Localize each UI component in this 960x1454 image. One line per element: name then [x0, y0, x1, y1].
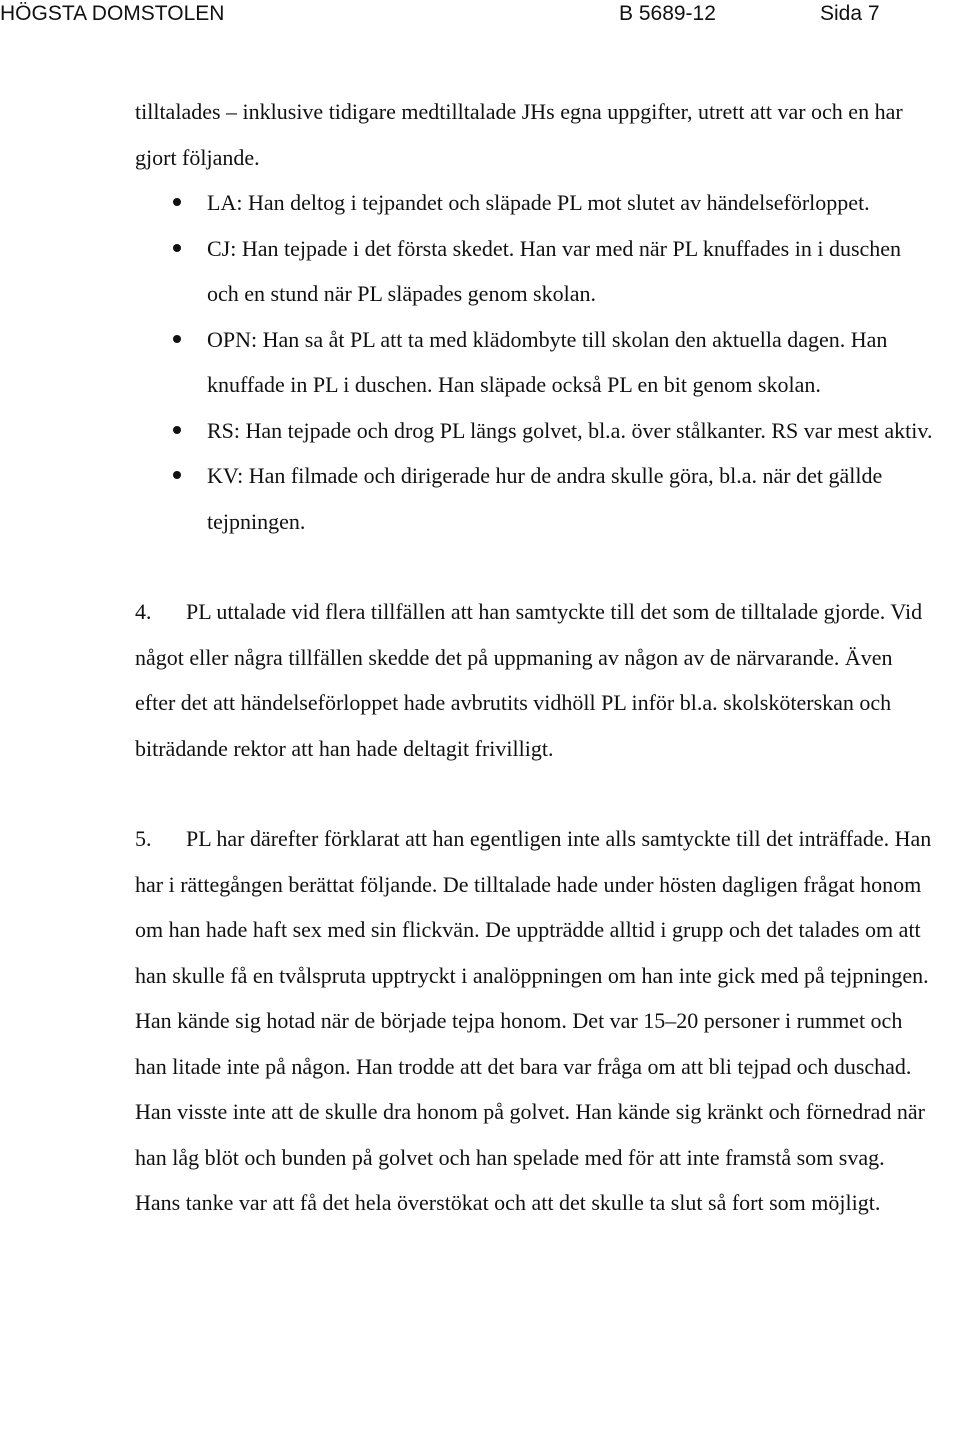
- numbered-paragraph-4: [135, 589, 935, 771]
- paragraph-number: 5.: [135, 826, 152, 851]
- bullet-icon: [173, 471, 181, 479]
- page-header: [0, 0, 960, 30]
- paragraph-text: PL uttalade vid flera tillfällen att han samtyckte till det som de tilltalade gjorde. Vid något eller några tillfällen skedde det på uppmaning av någon av de närvarande. Även efter det att händelseförloppet hade avbrutits vidhöll PL inför bl.a. skolsköterskan och biträdande rektor att han hade deltagit frivilligt.: [135, 599, 923, 761]
- numbered-paragraph-5: [135, 816, 935, 1226]
- list-item: [207, 317, 935, 408]
- list-item: [207, 226, 935, 317]
- list-item: [207, 453, 935, 544]
- case-number: B 5689-12: [619, 2, 716, 25]
- court-name: HÖGSTA DOMSTOLEN: [0, 2, 225, 25]
- list-item-text: KV: Han filmade och dirigerade hur de andra skulle göra, bl.a. när det gällde tejpningen.: [207, 463, 883, 534]
- intro-paragraph: tilltalades – inklusive tidigare medtilltalade JHs egna uppgifter, utrett att var och en har gjort följande.: [135, 99, 903, 170]
- defendant-list: [135, 180, 935, 544]
- paragraph-text: PL har därefter förklarat att han egentligen inte alls samtyckte till det inträffade. Han har i rättegången berättat följande. De tilltalade hade under hösten dagligen frågat honom om han hade haft sex med sin flickvän. De uppträdde alltid i grupp och det talades om att han skulle få en tvålspruta upptryckt i analöppningen om han inte gick med på tejpningen. Han kände sig hotad när de började tejpa honom. Det var 15–20 personer i rummet och han litade inte på någon. Han trodde att det bara var fråga om att bli tejpad och duschad. Han visste inte att de skulle dra honom på golvet. Han kände sig kränkt och förnedrad när han låg blöt och bunden på golvet och han spelade med för att inte framstå som svag. Hans tanke var att få det hela överstökat och att det skulle ta slut så fort som möjligt.: [135, 826, 932, 1215]
- paragraph-number: 4.: [135, 599, 152, 624]
- document-body: [135, 89, 935, 1226]
- bullet-icon: [173, 244, 181, 252]
- bullet-icon: [173, 335, 181, 343]
- bullet-icon: [173, 198, 181, 206]
- list-item: [207, 408, 935, 454]
- list-item-text: RS: Han tejpade och drog PL längs golvet, bl.a. över stålkanter. RS var mest aktiv.: [207, 417, 933, 443]
- list-item-text: LA: Han deltog i tejpandet och släpade PL mot slutet av händelseförloppet.: [207, 190, 870, 215]
- list-item-text: OPN: Han sa åt PL att ta med klädombyte till skolan den aktuella dagen. Han knuffade in PL i duschen. Han släpade också PL en bit genom skolan.: [207, 326, 888, 397]
- list-item: [207, 180, 935, 226]
- page-number: Sida 7: [820, 2, 880, 25]
- list-item-text: CJ: Han tejpade i det första skedet. Han var med när PL knuffades in i duschen och en stund när PL släpades genom skolan.: [207, 235, 902, 306]
- bullet-icon: [173, 426, 181, 434]
